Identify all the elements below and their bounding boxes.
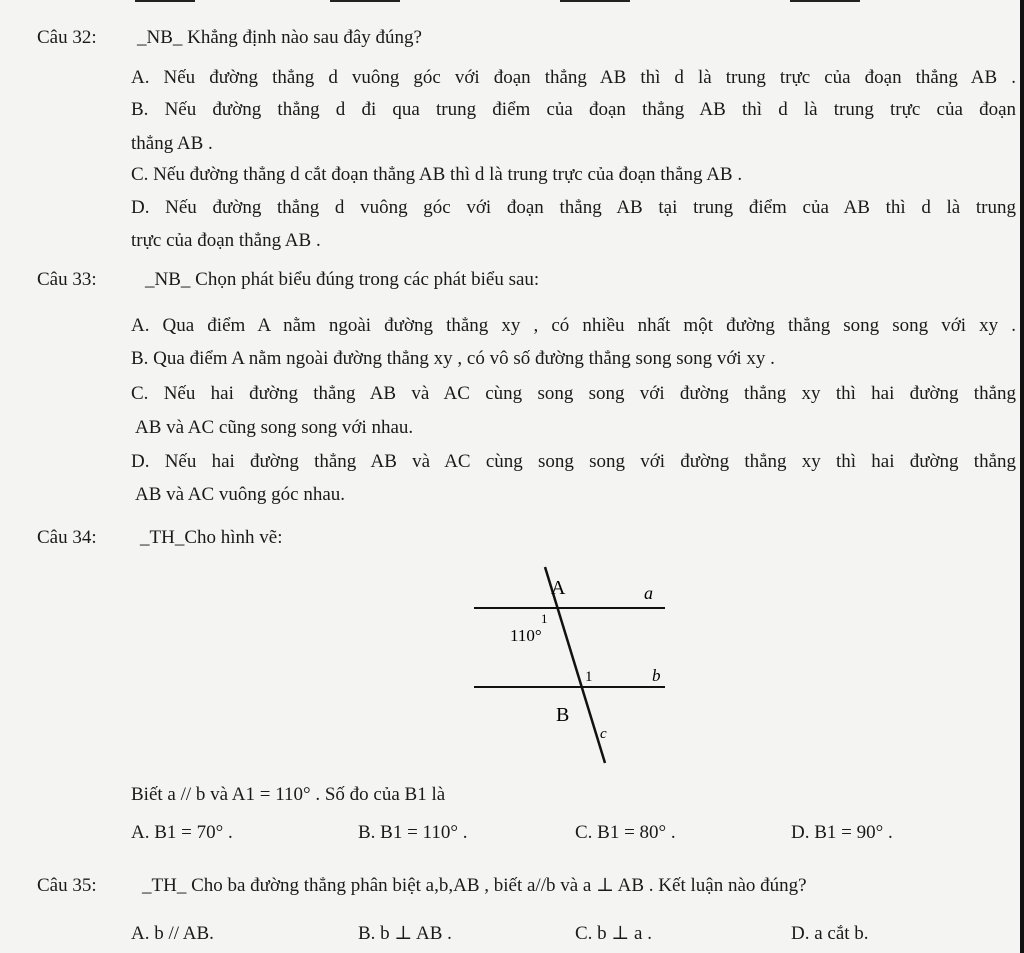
label-line-a: a <box>644 583 653 603</box>
q35-option-a: A. b // AB. <box>131 923 214 944</box>
q34-option-b: B. B1 = 110° . <box>358 822 468 843</box>
q32-stem: _NB_ Khẳng định nào sau đây đúng? <box>137 27 422 48</box>
q32-option-c: C. Nếu đường thẳng d cắt đoạn thẳng AB thì d là trung trực của đoạn thẳng AB . <box>131 164 743 185</box>
parallel-lines-figure <box>460 555 690 770</box>
q32-option-d-cont: trực của đoạn thẳng AB . <box>131 230 321 251</box>
q35-option-b: B. b ⊥ AB . <box>358 923 452 944</box>
cropped-top-marks <box>0 0 1024 6</box>
q32-option-a: A. Nếu đường thẳng d vuông góc với đoạn thẳng AB thì d là trung trực của đoạn thẳng AB . <box>131 67 1016 88</box>
q35-option-d: D. a cắt b. <box>791 923 869 944</box>
q34-stem: _TH_Cho hình vẽ: <box>140 527 283 548</box>
angle-110-label: 110° <box>510 626 542 645</box>
right-edge-border <box>1020 0 1024 953</box>
q33-option-c-cont: AB và AC cũng song song với nhau. <box>135 417 414 438</box>
index-1-at-a: 1 <box>541 611 548 626</box>
q33-option-d-cont: AB và AC vuông góc nhau. <box>135 484 346 505</box>
q32-label: Câu 32: <box>37 27 97 48</box>
q32-option-d: D. Nếu đường thẳng d vuông góc với đoạn thẳng AB tại trung điểm của AB thì d là trung <box>131 197 1016 218</box>
q33-stem: _NB_ Chọn phát biểu đúng trong các phát biểu sau: <box>145 269 540 290</box>
label-line-c: c <box>600 726 607 742</box>
q34-label: Câu 34: <box>37 527 97 548</box>
q33-option-d: D. Nếu hai đường thẳng AB và AC cùng song song với đường thẳng xy thì hai đường thẳng <box>131 451 1016 472</box>
q34-option-d: D. B1 = 90° . <box>791 822 893 843</box>
label-line-b: b <box>652 666 661 685</box>
q32-option-b: B. Nếu đường thẳng d đi qua trung điểm của đoạn thẳng AB thì d là trung trực của đoạn <box>131 99 1016 120</box>
q33-option-a: A. Qua điểm A nằm ngoài đường thẳng xy , có nhiều nhất một đường thẳng song song với xy . <box>131 315 1016 336</box>
q33-option-c: C. Nếu hai đường thẳng AB và AC cùng song song với đường thẳng xy thì hai đường thẳng <box>131 383 1016 404</box>
label-point-a: A <box>551 577 566 599</box>
q35-label: Câu 35: <box>37 875 97 896</box>
q34-option-c: C. B1 = 80° . <box>575 822 676 843</box>
index-1-at-b: 1 <box>585 669 593 685</box>
q32-option-b-cont: thẳng AB . <box>131 133 213 154</box>
q35-option-c: C. b ⊥ a . <box>575 923 652 944</box>
label-point-b: B <box>556 704 570 726</box>
q34-option-a: A. B1 = 70° . <box>131 822 233 843</box>
q33-label: Câu 33: <box>37 269 97 290</box>
q35-stem: _TH_ Cho ba đường thẳng phân biệt a,b,AB , biết a//b và a ⊥ AB . Kết luận nào đúng? <box>142 875 807 896</box>
q34-given: Biết a // b và A1 = 110° . Số đo của B1 là <box>131 784 446 805</box>
q33-option-b: B. Qua điểm A nằm ngoài đường thẳng xy , có vô số đường thẳng song song với xy . <box>131 348 775 369</box>
